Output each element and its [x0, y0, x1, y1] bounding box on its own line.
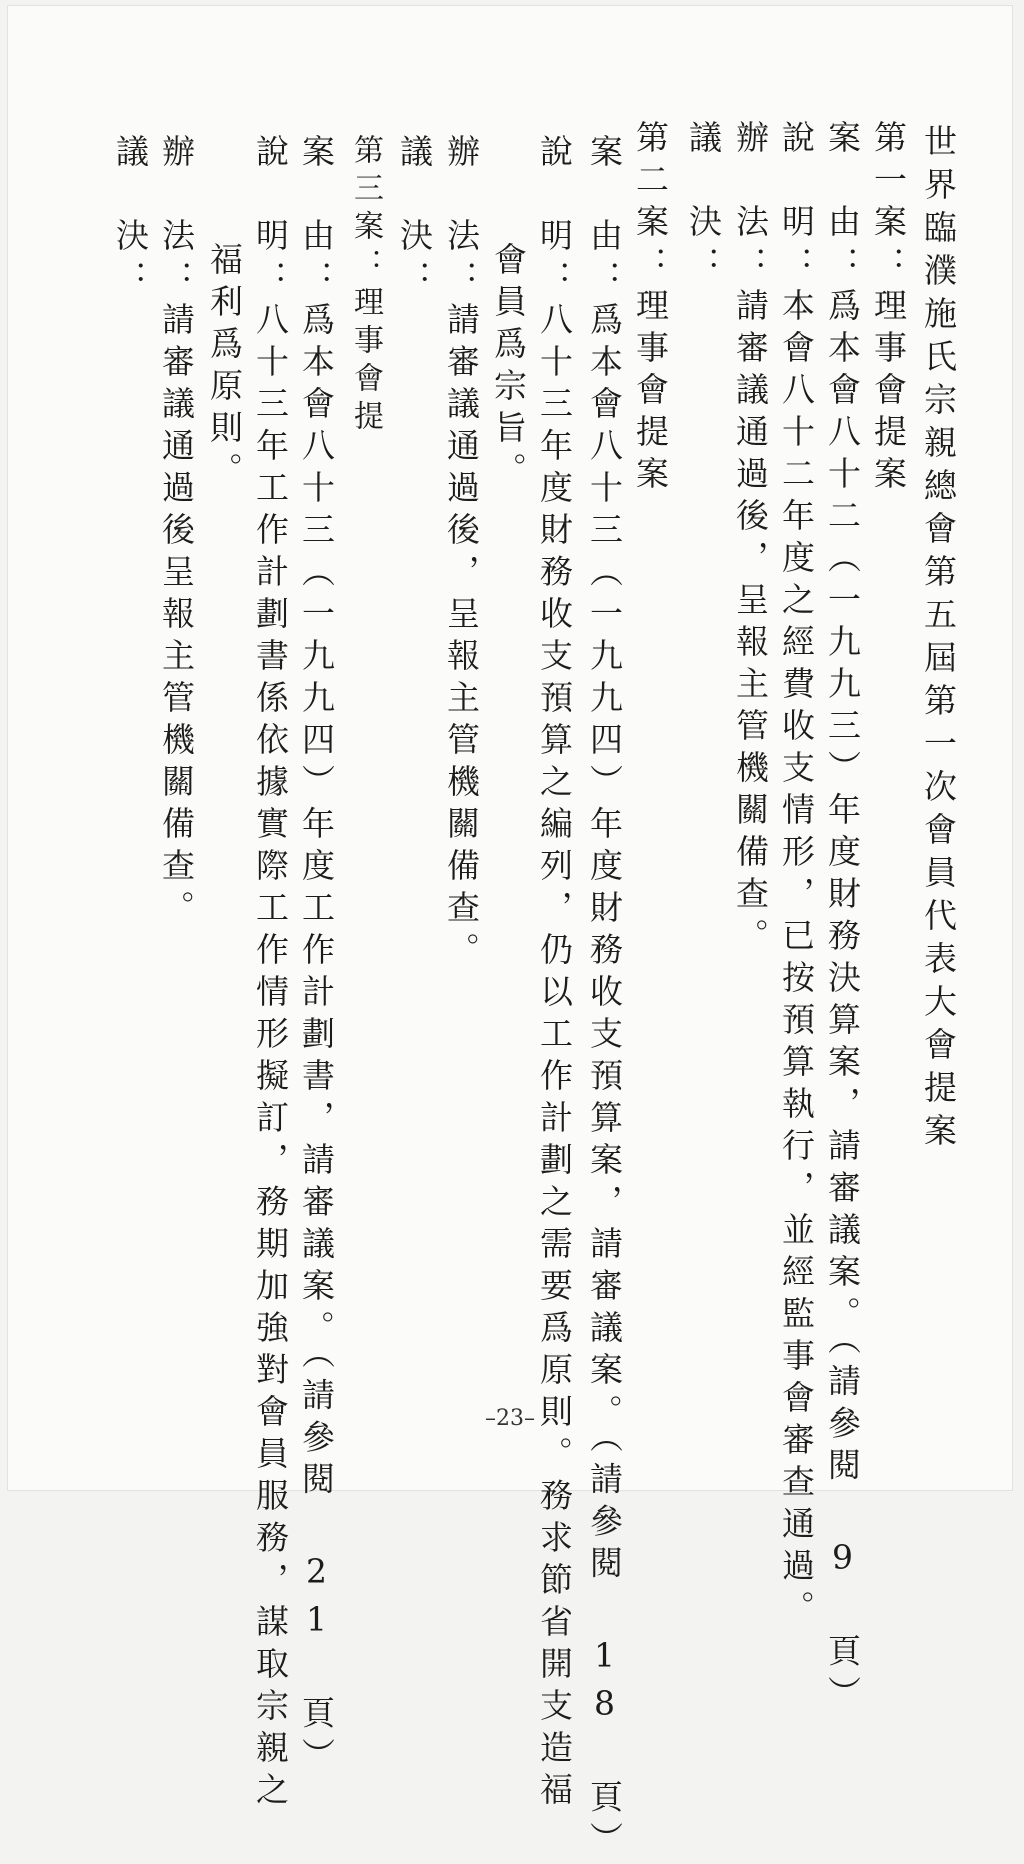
case-1-subject: 案 由：爲本會八十二（一九九三）年度財務決算案，請審議案。（請參閱 9 頁） — [823, 120, 862, 1718]
case-2-explanation: 說 明：八十三年度財務收支預算之編列，仍以工作計劃之需要爲原則。務求節省開支造福 — [535, 134, 574, 1814]
case-3-explanation-continued: 福利爲原則。 — [205, 242, 244, 494]
case-3-subject: 案 由：爲本會八十三（一九九四）年度工作計劃書，請審議案。（請參閱 21 頁） — [297, 134, 336, 1780]
case-1-explanation: 說 明：本會八十二年度之經費收支情形，已按預算執行，並經監事會審查通過。 — [777, 120, 816, 1632]
case-3-resolution: 議 決： — [111, 134, 150, 302]
case-3-heading: 第三案：理事會提 — [348, 134, 383, 438]
case-2-heading: 第二案：理事會提案 — [631, 120, 670, 498]
case-1-resolution: 議 決： — [684, 120, 723, 288]
case-3-explanation: 說 明：八十三年工作計劃書係依據實際工作情形擬訂，務期加強對會員服務，謀取宗親之 — [251, 134, 290, 1814]
case-3-method: 辦 法：請審議通過後呈報主管機關備查。 — [157, 134, 196, 932]
page-number: –23– — [485, 1406, 535, 1431]
case-1-heading: 第一案：理事會提案 — [869, 120, 908, 498]
case-2-explanation-continued: 會員爲宗旨。 — [489, 242, 528, 494]
case-2-method: 辦 法：請審議通過後，呈報主管機關備查。 — [442, 134, 481, 974]
document-page — [8, 6, 1012, 1864]
case-2-resolution: 議 決： — [395, 134, 434, 302]
document-title: 世界臨濮施氏宗親總會第五屆第一次會員代表大會提案 — [919, 124, 958, 1156]
case-2-subject: 案 由：爲本會八十三（一九九四）年度財務收支預算案，請審議案。（請參閱 18 頁） — [585, 134, 624, 1864]
case-1-method: 辦 法：請審議通過後，呈報主管機關備查。 — [731, 120, 770, 960]
